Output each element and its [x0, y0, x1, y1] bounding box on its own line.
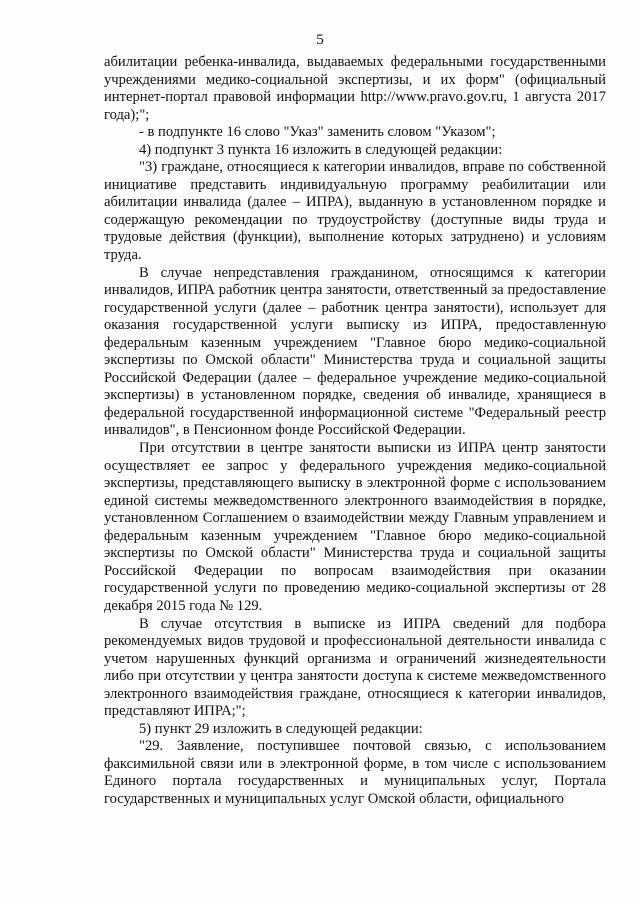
paragraph-subitem-16: - в подпункте 16 слово "Указ" заменить словом "Указом";	[139, 124, 496, 141]
page-number: 5	[316, 32, 324, 48]
paragraph-missing-info: В случае отсутствия в выписке из ИПРА сведений для подбора рекомендуемых видов трудовой и профессиональной деятельности инвалида с учетом нарушенных функций организма и ограничений жизнедеятельности либо при отсутствии у центра занятости доступа к системе межведомственного электронного взаимодействия граждане, относящиеся к категории инвалидов, представляют ИПРА;";	[104, 615, 606, 720]
paragraph-absence-extract: При отсутствии в центре занятости выписки из ИПРА центр занятости осуществляет ее запрос у федерального учреждения медико-социальной экспертизы, представляющего выписку в электронной форме с использованием единой системы межведомственного электронного взаимодействия в порядке, установленном Соглашением о взаимодействии между Главным управлением и федеральным казенным учреждением "Главное бюро медико-социальной экспертизы по Омской области" Министерства труда и социальной защиты Российской Федерации по вопросам взаимодействия при оказании государственной услуги по проведению медико-социальной экспертизы от 28 декабря 2015 года № 129.	[104, 440, 606, 614]
paragraph-item-4: 4) подпункт 3 пункта 16 изложить в следующей редакции:	[139, 141, 503, 158]
paragraph-continuation: абилитации ребенка-инвалида, выдаваемых федеральными государственными учреждениями медико-социальной экспертизы, и их форм" (официальный интернет-портал правовой информации http://www.pravo.gov.ru, 1 августа 2017 года);";	[104, 54, 606, 123]
document-body	[104, 54, 606, 809]
paragraph-item-5: 5) пункт 29 изложить в следующей редакции:	[139, 720, 423, 737]
paragraph-non-submission: В случае непредставления гражданином, относящимся к категории инвалидов, ИПРА работник центра занятости, ответственный за предоставление государственной услуги (далее – работник центра занятости), использует для оказания государственной услуги выписку из ИПРА, предоставленную федеральным казенным учреждением "Главное бюро медико-социальной экспертизы по Омской области" Министерства труда и социальной защиты Российской Федерации (далее – федеральное учреждение медико-социальной экспертизы) в установленном порядке, сведения об инвалиде, хранящиеся в федеральной государственной информационной системе "Федеральный реестр инвалидов", в Пенсионном фонде Российской Федерации.	[104, 264, 606, 439]
paragraph-quoted-29: "29. Заявление, поступившее почтовой связью, с использованием факсимильной связи или в электронной форме, в том числе с использованием Единого портала государственных и муниципальных услуг, Портала государственных и муниципальных услуг Омской области, официального	[104, 738, 606, 807]
paragraph-quoted-3: "3) граждане, относящиеся к категории инвалидов, вправе по собственной инициативе представить индивидуальную программу реабилитации или абилитации инвалида (далее – ИПРА), выданную в установленном порядке и содержащую рекомендации по трудоустройству (доступные виды труда и трудовые действия (функции), выполнение которых затруднено) и условиям труда.	[104, 159, 606, 264]
